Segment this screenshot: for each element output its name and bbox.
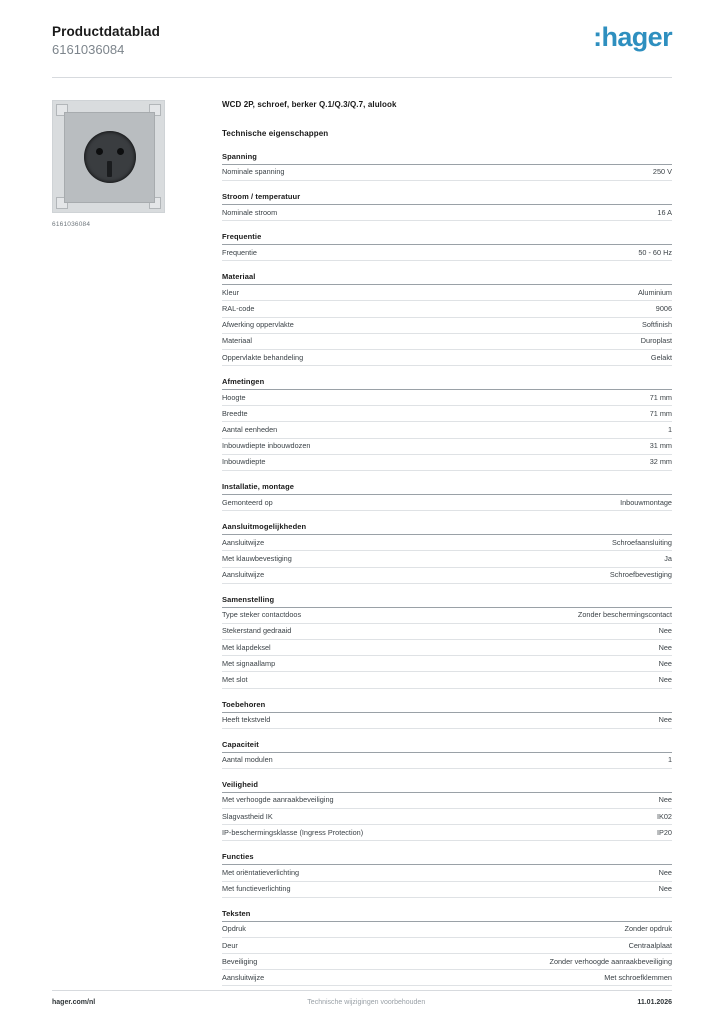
product-name: WCD 2P, schroef, berker Q.1/Q.3/Q.7, alulook bbox=[222, 99, 397, 109]
spec-label: Opdruk bbox=[222, 924, 246, 934]
spec-value: IP20 bbox=[656, 827, 672, 837]
spec-row bbox=[222, 422, 672, 438]
spec-value: Schroefaansluiting bbox=[611, 537, 672, 547]
spec-row bbox=[222, 439, 672, 455]
spec-group bbox=[222, 852, 672, 897]
spec-value: Duroplast bbox=[640, 336, 672, 346]
specs-heading: Technische eigenschappen bbox=[222, 128, 329, 138]
spec-label: Heeft tekstveld bbox=[222, 715, 271, 725]
spec-label: Hoogte bbox=[222, 392, 246, 402]
spec-value: 71 mm bbox=[649, 408, 672, 418]
spec-label: Beveiliging bbox=[222, 956, 258, 966]
spec-group bbox=[222, 152, 672, 181]
socket-plate bbox=[64, 112, 155, 203]
spec-label: Met klapdeksel bbox=[222, 642, 271, 652]
spec-label: Aantal modulen bbox=[222, 755, 273, 765]
spec-group bbox=[222, 740, 672, 769]
spec-value: 9006 bbox=[655, 304, 672, 314]
spec-row bbox=[222, 825, 672, 841]
spec-value: Nee bbox=[658, 715, 672, 725]
product-image-caption: 6161036084 bbox=[52, 220, 91, 228]
spec-value: Ja bbox=[664, 553, 672, 563]
spec-label: Aansluitwijze bbox=[222, 972, 265, 982]
spec-group-title: Samenstelling bbox=[222, 595, 672, 608]
socket-recess bbox=[84, 131, 136, 183]
spec-label: Aansluitwijze bbox=[222, 537, 265, 547]
spec-group-title: Materiaal bbox=[222, 272, 672, 285]
spec-label: Nominale spanning bbox=[222, 167, 285, 177]
spec-row bbox=[222, 713, 672, 729]
spec-value: Nee bbox=[658, 674, 672, 684]
spec-group-title: Afmetingen bbox=[222, 377, 672, 390]
spec-value: 1 bbox=[667, 425, 672, 435]
spec-group-title: Capaciteit bbox=[222, 740, 672, 753]
spec-label: Frequentie bbox=[222, 247, 257, 257]
spec-group-title: Aansluitmogelijkheden bbox=[222, 522, 672, 535]
spec-row bbox=[222, 455, 672, 471]
spec-value: Softfinish bbox=[641, 320, 672, 330]
footer-disclaimer: Technische wijzigingen voorbehouden bbox=[307, 999, 426, 1006]
spec-row bbox=[222, 390, 672, 406]
spec-group bbox=[222, 522, 672, 584]
page-footer bbox=[52, 990, 672, 1006]
spec-label: RAL-code bbox=[222, 304, 255, 314]
spec-value: 1 bbox=[667, 755, 672, 765]
socket-hole-icon bbox=[117, 148, 124, 155]
spec-label: Breedte bbox=[222, 408, 248, 418]
spec-value: Nee bbox=[658, 626, 672, 636]
hager-logo: :hager bbox=[593, 22, 672, 52]
spec-row bbox=[222, 495, 672, 511]
spec-row bbox=[222, 568, 672, 584]
footer-website-link[interactable]: hager.com/nl bbox=[52, 999, 96, 1006]
page-header bbox=[52, 22, 672, 71]
spec-row bbox=[222, 954, 672, 970]
header-title-block bbox=[52, 22, 160, 59]
spec-value: 250 V bbox=[652, 167, 672, 177]
spec-label: Deur bbox=[222, 940, 238, 950]
spec-label: Kleur bbox=[222, 287, 240, 297]
spec-label: Met functieverlichting bbox=[222, 884, 291, 894]
spec-value: Zonder verhoogde aanraakbeveiliging bbox=[549, 956, 672, 966]
spec-value: 50 - 60 Hz bbox=[638, 247, 672, 257]
spec-group bbox=[222, 272, 672, 366]
spec-value: Centraalplaat bbox=[628, 940, 672, 950]
spec-value: 16 A bbox=[657, 207, 672, 217]
spec-label: Gemonteerd op bbox=[222, 497, 273, 507]
spec-group bbox=[222, 232, 672, 261]
spec-group bbox=[222, 192, 672, 221]
spec-row bbox=[222, 318, 672, 334]
spec-value: Zonder beschermingscontact bbox=[577, 610, 672, 620]
spec-row bbox=[222, 406, 672, 422]
spec-group bbox=[222, 377, 672, 471]
spec-label: Met signaallamp bbox=[222, 658, 276, 668]
spec-group-title: Frequentie bbox=[222, 232, 672, 245]
spec-label: Stekerstand gedraaid bbox=[222, 626, 292, 636]
product-figure bbox=[52, 100, 165, 228]
spec-label: Nominale stroom bbox=[222, 207, 278, 217]
spec-group-title: Stroom / temperatuur bbox=[222, 192, 672, 205]
spec-row bbox=[222, 938, 672, 954]
spec-group-title: Toebehoren bbox=[222, 700, 672, 713]
spec-row bbox=[222, 793, 672, 809]
spec-row bbox=[222, 656, 672, 672]
spec-row bbox=[222, 672, 672, 688]
spec-row bbox=[222, 245, 672, 261]
spec-group bbox=[222, 780, 672, 842]
spec-value: Zonder opdruk bbox=[624, 924, 672, 934]
header-divider bbox=[52, 77, 672, 78]
spec-value: 31 mm bbox=[649, 441, 672, 451]
spec-row bbox=[222, 205, 672, 221]
spec-row bbox=[222, 809, 672, 825]
spec-label: IP-beschermingsklasse (Ingress Protection) bbox=[222, 827, 364, 837]
spec-label: Met klauwbevestiging bbox=[222, 553, 292, 563]
spec-row bbox=[222, 350, 672, 366]
spec-row bbox=[222, 334, 672, 350]
spec-group bbox=[222, 595, 672, 689]
footer-divider bbox=[52, 990, 672, 991]
specifications-column bbox=[170, 100, 672, 998]
spec-label: Met slot bbox=[222, 674, 248, 684]
spec-row bbox=[222, 608, 672, 624]
socket-hole-icon bbox=[96, 148, 103, 155]
spec-group bbox=[222, 909, 672, 987]
product-reference: 6161036084 bbox=[52, 41, 125, 57]
spec-label: Inbouwdiepte inbouwdozen bbox=[222, 441, 311, 451]
spec-value: Met schroefklemmen bbox=[604, 972, 672, 982]
spec-row bbox=[222, 624, 672, 640]
spec-label: Slagvastheid IK bbox=[222, 811, 273, 821]
spec-value: Gelakt bbox=[650, 352, 672, 362]
spec-row bbox=[222, 865, 672, 881]
spec-group bbox=[222, 700, 672, 729]
spec-group-title: Veiligheid bbox=[222, 780, 672, 793]
spec-label: Afwerking oppervlakte bbox=[222, 320, 294, 330]
spec-value: Inbouwmontage bbox=[620, 497, 672, 507]
spec-label: Met verhoogde aanraakbeveiliging bbox=[222, 795, 334, 805]
spec-row bbox=[222, 285, 672, 301]
spec-value: Nee bbox=[658, 884, 672, 894]
spec-row bbox=[222, 753, 672, 769]
spec-value: Aluminium bbox=[637, 287, 672, 297]
spec-label: Aansluitwijze bbox=[222, 570, 265, 580]
spec-row bbox=[222, 922, 672, 938]
spec-group-title: Spanning bbox=[222, 152, 672, 165]
spec-label: Type steker contactdoos bbox=[222, 610, 302, 620]
spec-label: Materiaal bbox=[222, 336, 253, 346]
spec-row bbox=[222, 535, 672, 551]
spec-group bbox=[222, 482, 672, 511]
specification-groups bbox=[222, 152, 672, 987]
socket-earth-pin-icon bbox=[107, 161, 112, 177]
spec-group-title: Functies bbox=[222, 852, 672, 865]
product-image bbox=[52, 100, 165, 213]
footer-date: 11.01.2026 bbox=[637, 999, 672, 1006]
page-content bbox=[52, 100, 672, 998]
spec-row bbox=[222, 301, 672, 317]
spec-value: 71 mm bbox=[649, 392, 672, 402]
spec-value: Schroefbevestiging bbox=[609, 570, 672, 580]
spec-label: Inbouwdiepte bbox=[222, 457, 266, 467]
spec-value: Nee bbox=[658, 642, 672, 652]
spec-label: Aantal eenheden bbox=[222, 425, 278, 435]
spec-row bbox=[222, 970, 672, 986]
spec-row bbox=[222, 165, 672, 181]
product-image-column bbox=[52, 100, 170, 998]
spec-row bbox=[222, 882, 672, 898]
spec-value: Nee bbox=[658, 868, 672, 877]
spec-value: IK02 bbox=[656, 811, 672, 821]
spec-group-title: Installatie, montage bbox=[222, 482, 672, 495]
page-title: Productdatablad bbox=[52, 24, 161, 39]
spec-row bbox=[222, 551, 672, 567]
spec-value: Nee bbox=[658, 795, 672, 805]
spec-group-title: Teksten bbox=[222, 909, 672, 922]
spec-row bbox=[222, 640, 672, 656]
spec-label: Oppervlakte behandeling bbox=[222, 352, 304, 362]
spec-value: Nee bbox=[658, 658, 672, 668]
spec-label: Met oriëntatieverlichting bbox=[222, 868, 300, 877]
spec-value: 32 mm bbox=[649, 457, 672, 467]
